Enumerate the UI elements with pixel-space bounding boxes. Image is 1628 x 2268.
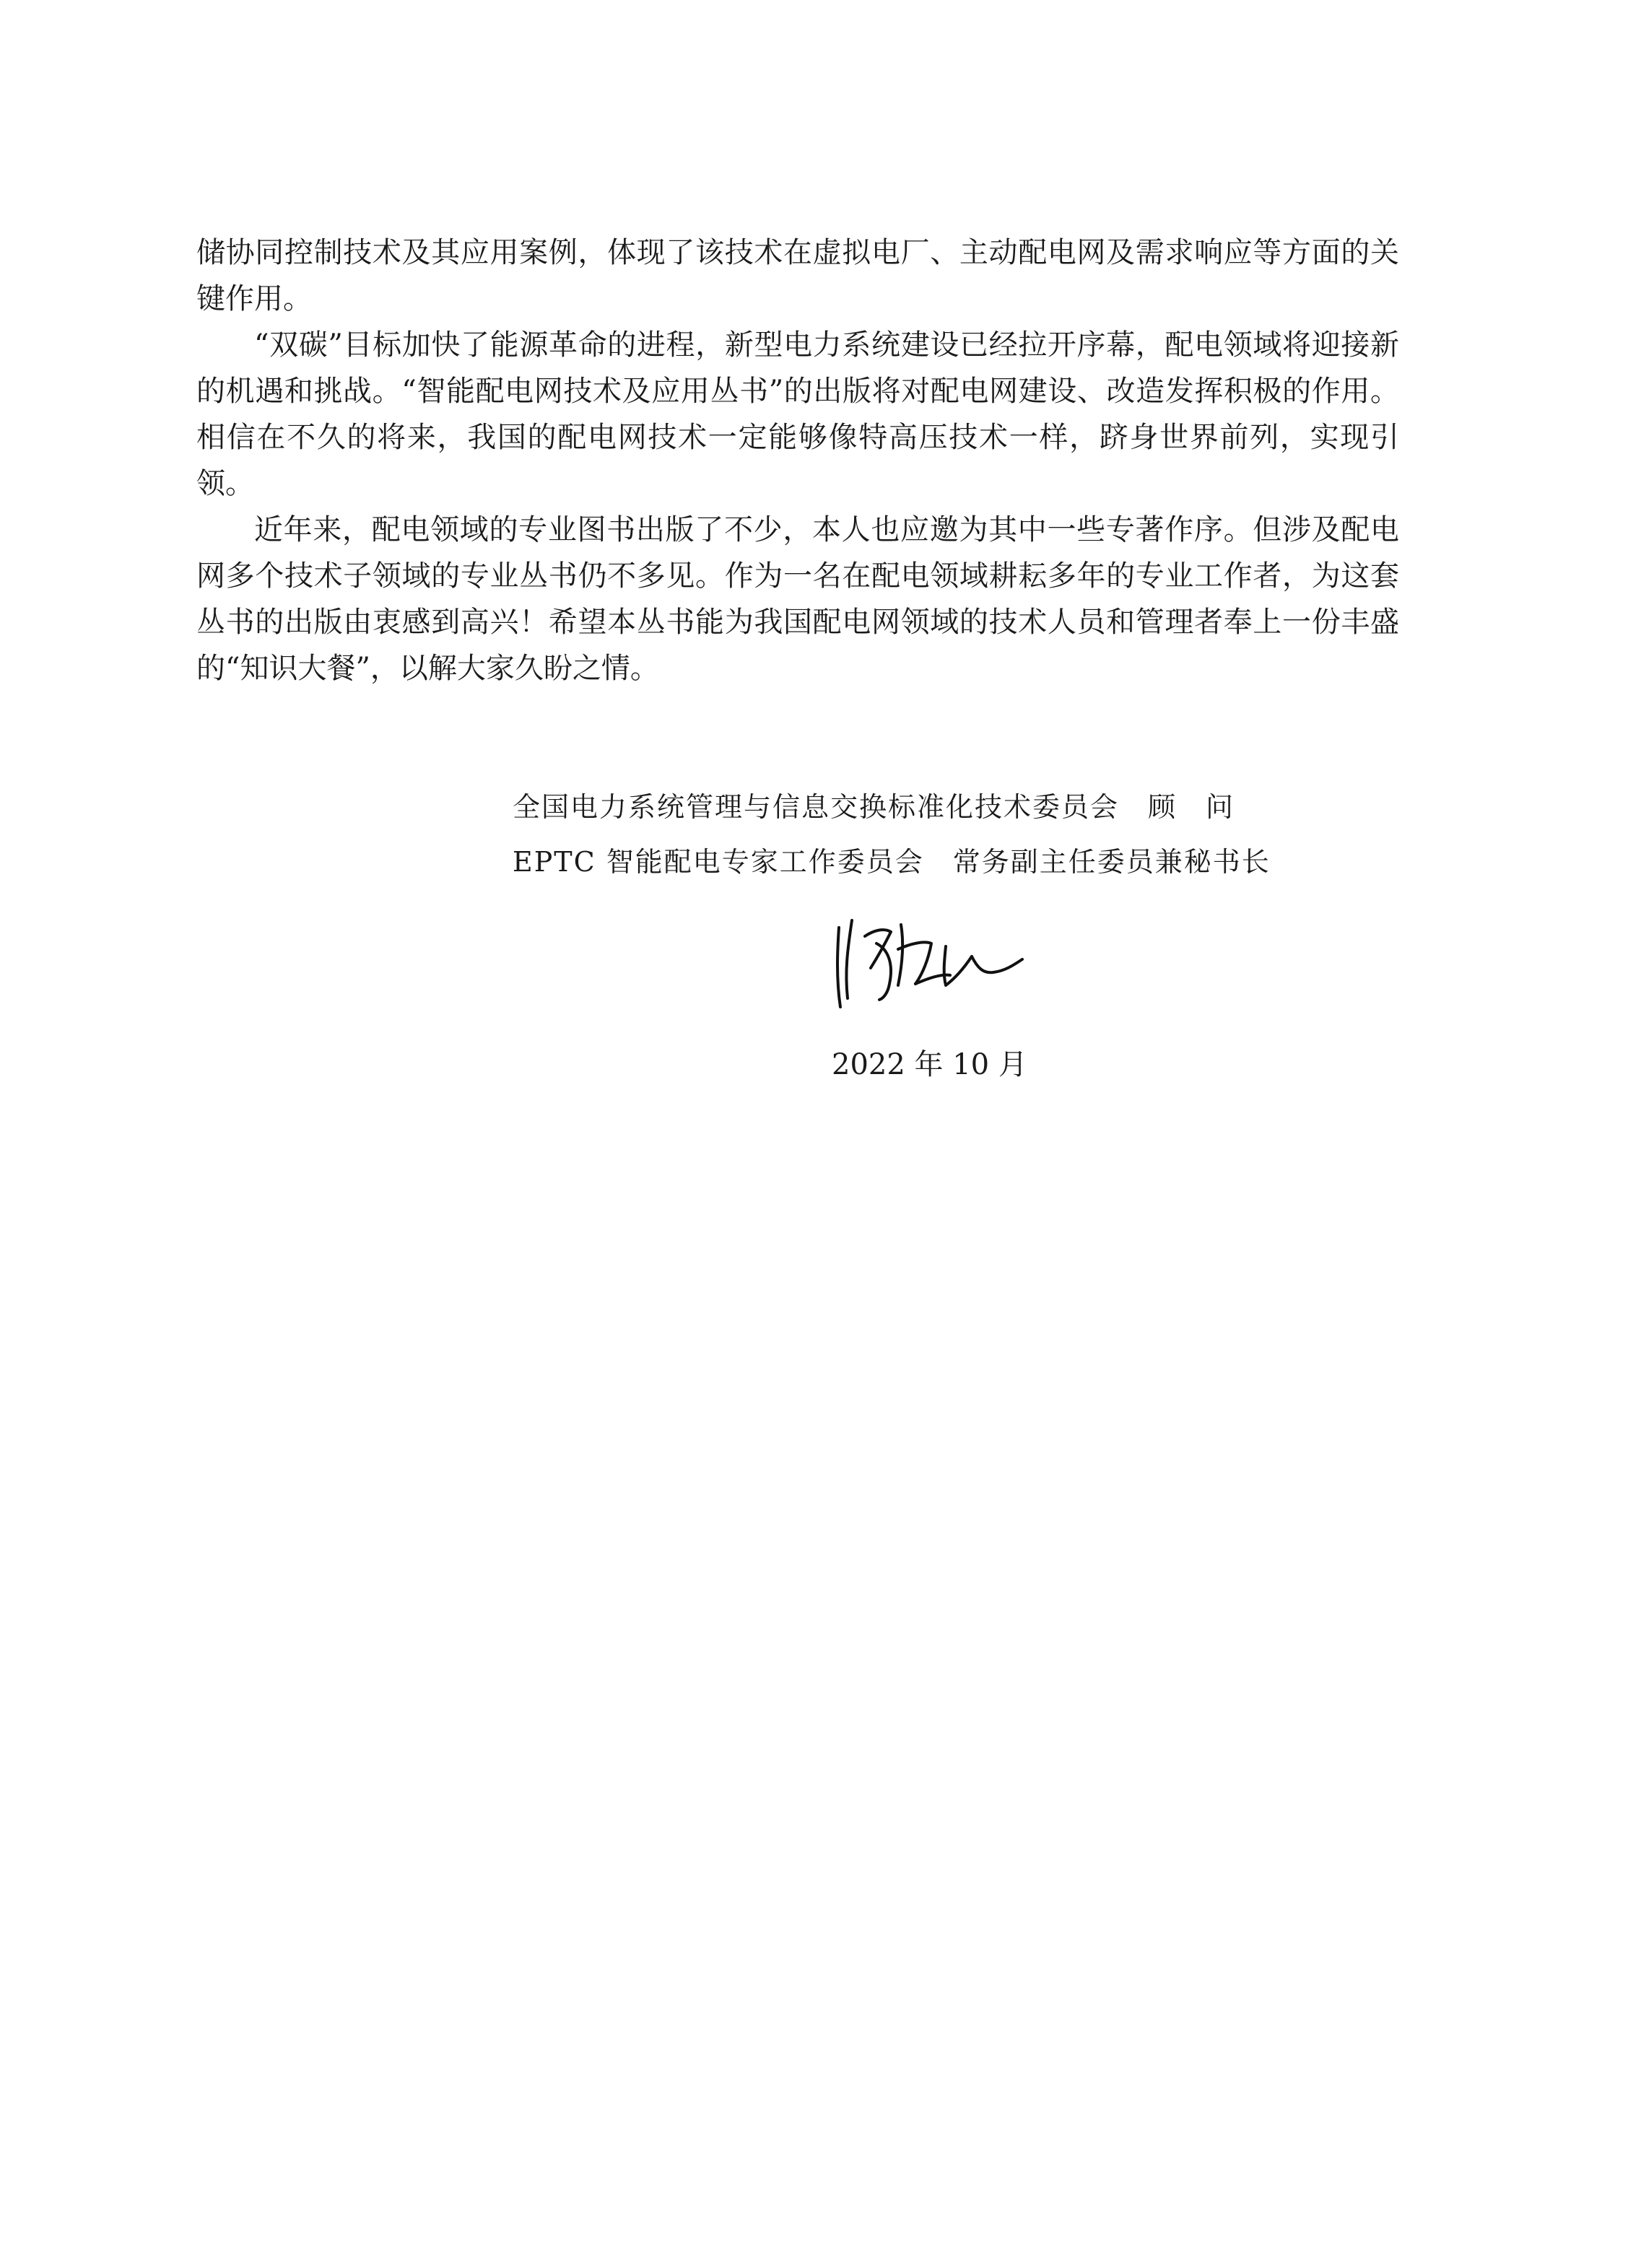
paragraph-recent-years: 近年来，配电领域的专业图书出版了不少，本人也应邀为其中一些专著作序。但涉及配电网多个技术子领域的专业丛书仍不多见。作为一名在配电领域耕耘多年的专业工作者，为这套丛书的出版由衷感到高兴！希望本丛书能为我国配电网领域的技术人员和管理者奉上一份丰盛的“知识大餐”，以解大家久盼之情。 xyxy=(196,513,1399,685)
document-date: 2022 年 10 月 xyxy=(832,1048,1027,1081)
paragraph-dual-carbon: “双碳”目标加快了能源革命的进程，新型电力系统建设已经拉开序幕，配电领域将迎接新的机遇和挑战。“智能配电网技术及应用丛书”的出版将对配电网建设、改造发挥积极的作用。相信在不久的将来，我国的配电网技术一定能够像特高压技术一样，跻身世界前列，实现引领。 xyxy=(196,328,1399,500)
signature-block xyxy=(513,780,1451,889)
handwritten-signature xyxy=(823,899,1040,1021)
signer-title-line-2: EPTC 智能配电专家工作委员会 常务副主任委员兼秘书长 xyxy=(513,846,1271,878)
body-text xyxy=(196,230,1399,692)
paragraph-continued: 储协同控制技术及其应用案例，体现了该技术在虚拟电厂、主动配电网及需求响应等方面的关键作用。 xyxy=(196,236,1399,315)
signer-title-line-1: 全国电力系统管理与信息交换标准化技术委员会 顾 问 xyxy=(513,791,1235,823)
